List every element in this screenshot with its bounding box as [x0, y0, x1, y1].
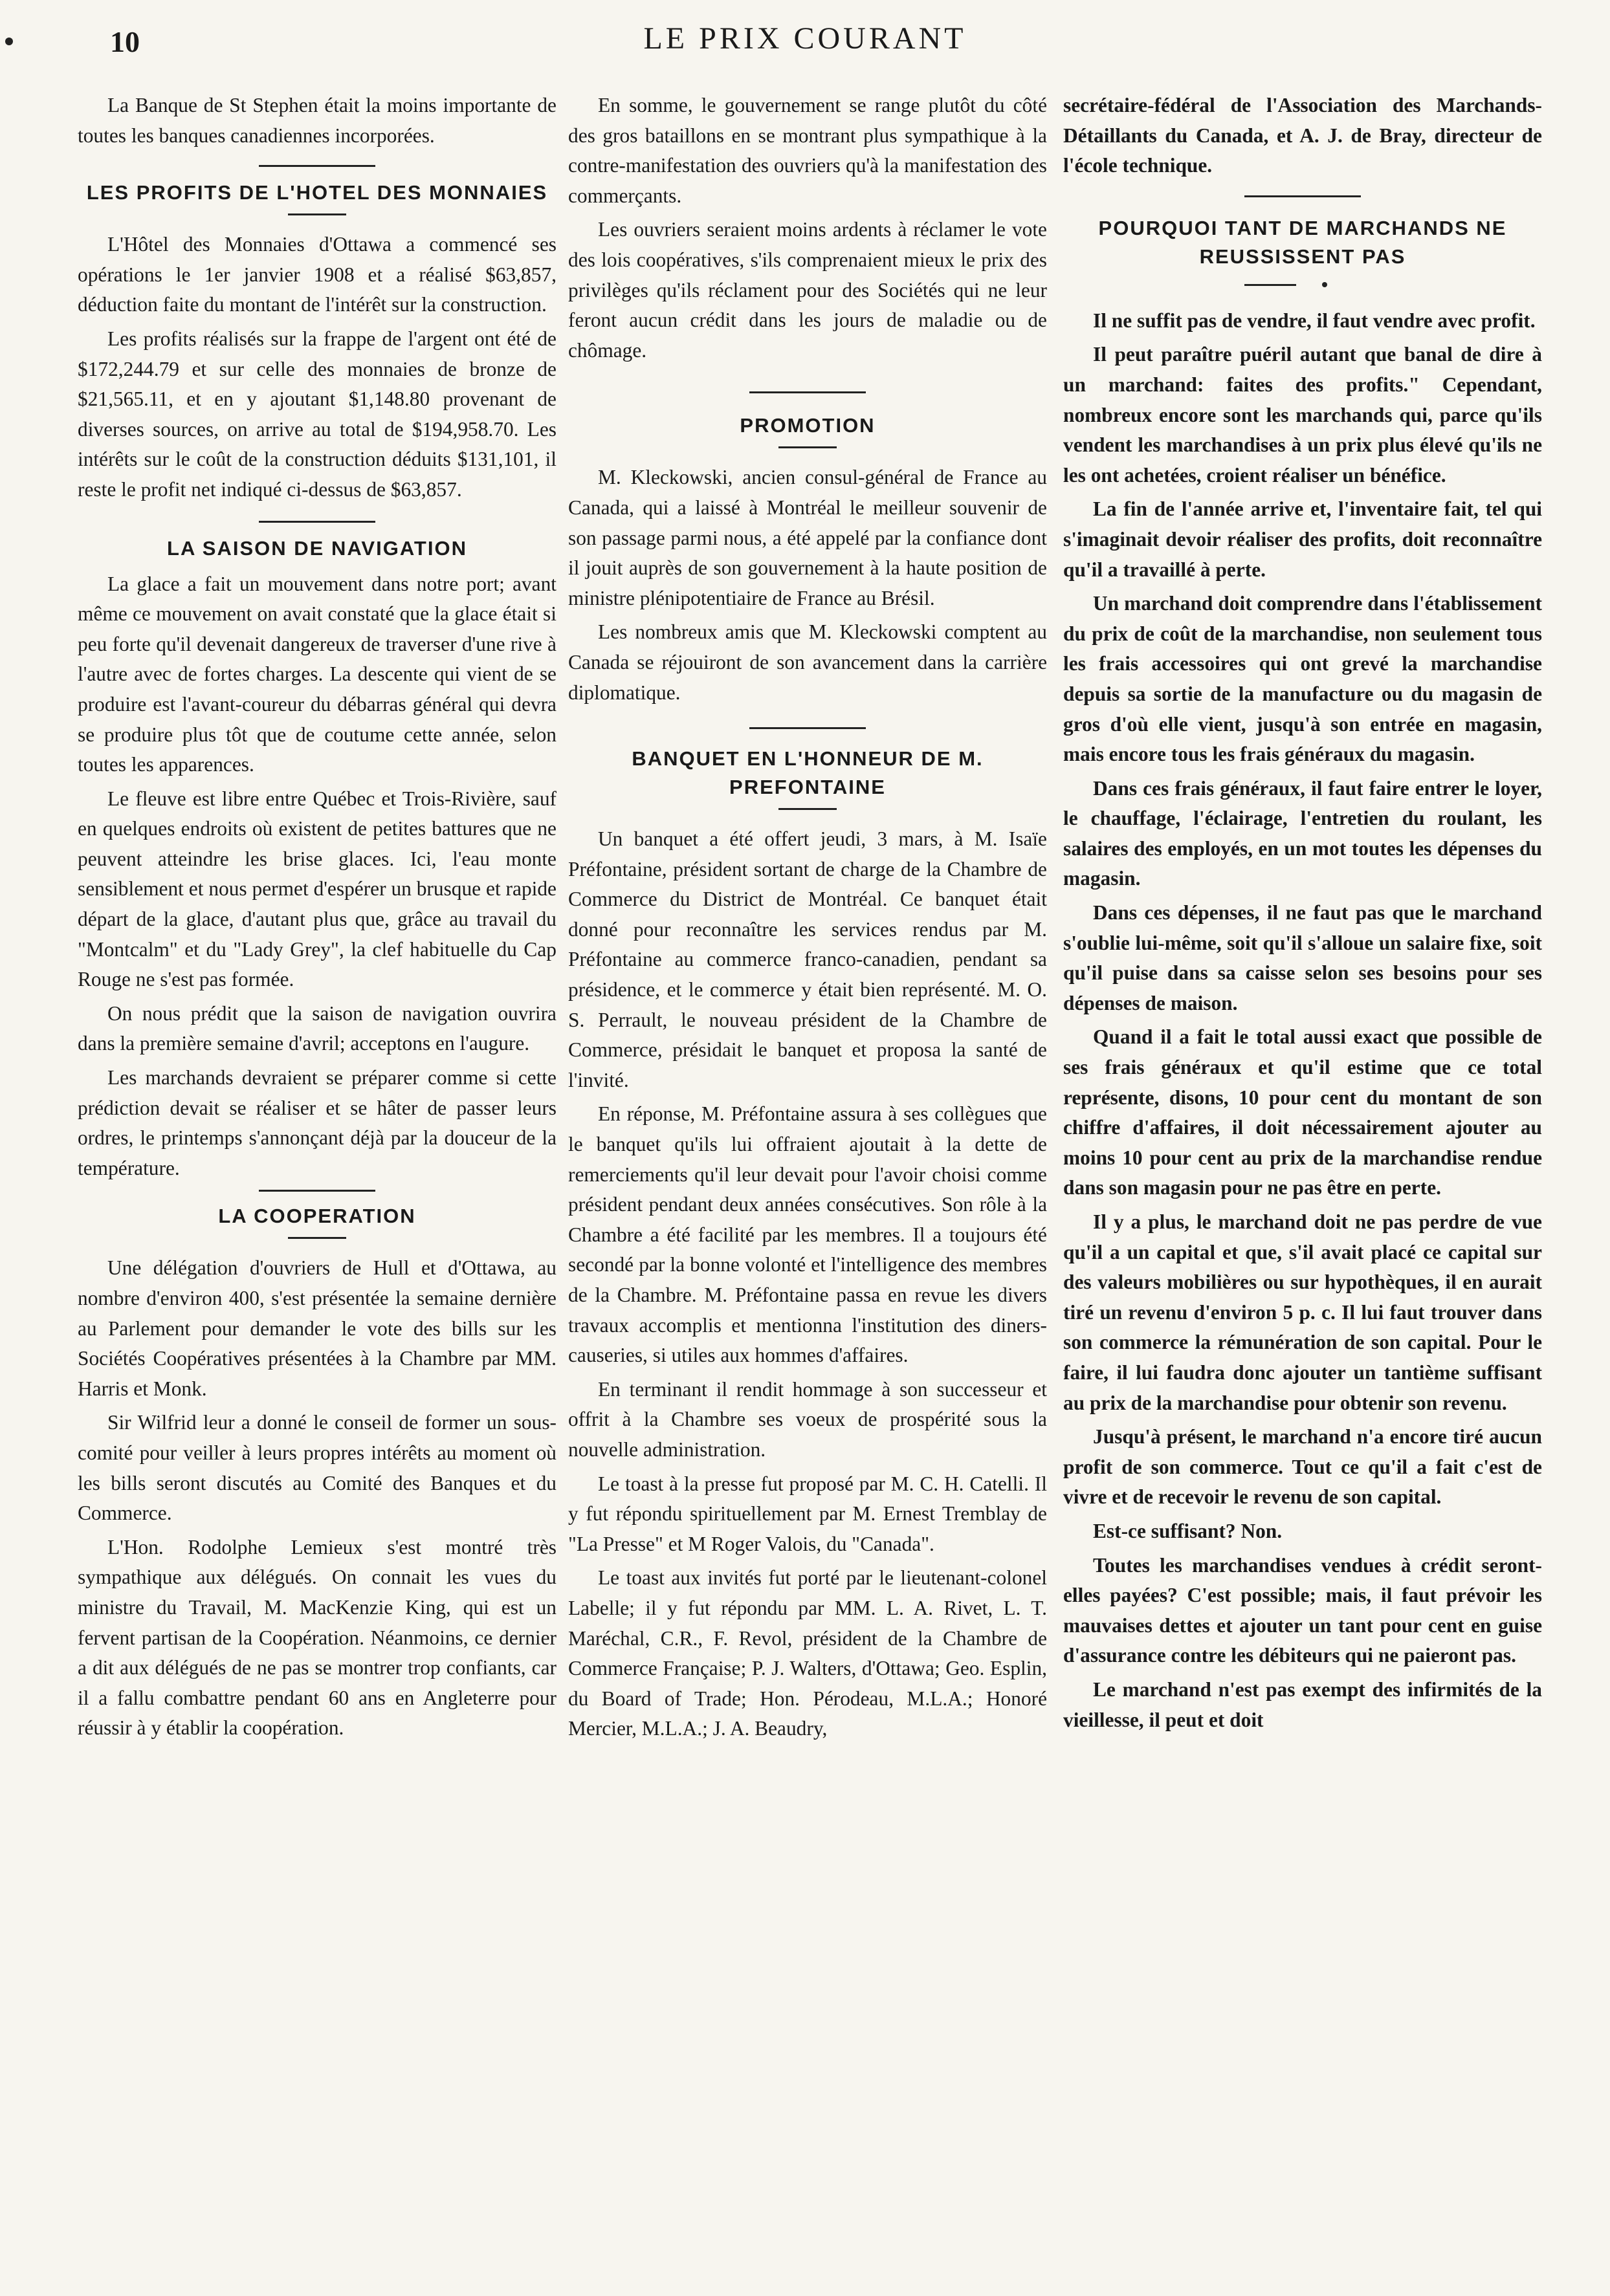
headline-banquet-prefontaine: BANQUET EN L'HONNEUR DE M. PREFONTAINE: [632, 747, 984, 799]
headline-underline: [288, 1237, 346, 1239]
paragraph: En réponse, M. Préfontaine assura à ses collègues que le banquet qu'ils lui offraient ajoutait à la dette de remerciements qu'il leur devait pour l'avoir choisi comme président pendant deux années consécutives. Son rôle à la Chambre a été facilité par les membres. Il a toujours été secondé par la bonne volonté et l'intelligence des membres de la Chambre. M. Préfontaine passa en revue les divers travaux accomplis et mentionna l'institution des diners-causeries, si utiles aux hommes d'affaires.: [568, 1102, 1047, 1367]
running-title: LE PRIX COURANT: [643, 21, 967, 56]
headline-hotel-des-monnaies: LES PROFITS DE L'HOTEL DES MONNAIES: [86, 181, 548, 204]
paragraph: Un marchand doit comprendre dans l'établissement du prix de coût de la marchandise, non seulement tous les frais accessoires qui ont grevé la marchandise depuis sa sortie de la manufacture ou du magasin de gros d'où elle vient, jusqu'à son entrée en magasin, mais encore tous les frais généraux du magasin.: [1063, 592, 1542, 766]
headline-underline: [778, 808, 837, 810]
paragraph: Le toast aux invités fut porté par le lieutenant-colonel Labelle; il y fut répondu par MM. L. A. Rivet, L. T. Maréchal, C.R., F. Revol, président de la Chambre de Commerce Française; P. J. Walters, d'Ottawa; Geo. Esplin, du Board of Trade; Hon. Pérodeau, M.L.A.; Honoré Mercier, M.L.A.; J. A. Beaudry,: [568, 1566, 1047, 1740]
column-right: [1063, 91, 1542, 2277]
paragraph: Le marchand n'est pas exempt des infirmités de la vieillesse, il peut et doit: [1063, 1678, 1542, 1731]
paragraph: Dans ces frais généraux, il faut faire entrer le loyer, le chauffage, l'éclairage, l'entretien du roulant, les salaires des employés, en un mot toutes les dépenses du magasin.: [1063, 776, 1542, 890]
section-rule: [749, 391, 866, 393]
headline-promotion: PROMOTION: [740, 414, 876, 437]
section-rule: [259, 1190, 375, 1192]
section-rule: [259, 521, 375, 523]
headline-underline: [778, 446, 837, 448]
paragraph: Le fleuve est libre entre Québec et Trois-Rivière, sauf en quelques endroits où existent de petites battures que ne peuvent atteindre les brise glaces. Ici, l'eau monte sensiblement et nous permet d'espérer un brusque et rapide départ de la glace, d'autant plus que, grâce au travail du "Montcalm" et du "Lady Grey", la clef habituelle du Cap Rouge ne s'est pas formée.: [78, 787, 557, 991]
paragraph: Les ouvriers seraient moins ardents à réclamer le vote des lois coopératives, s'ils comprenaient mieux le prix des privilèges qu'ils réclament pour des Sociétés qui ne leur feront aucun crédit dans les jours de maladie ou de chômage.: [568, 218, 1047, 362]
paragraph: Il ne suffit pas de vendre, il faut vendre avec profit.: [1093, 309, 1536, 332]
paragraph: On nous prédit que la saison de navigation ouvrira dans la première semaine d'avril; acceptons en l'augure.: [78, 1001, 557, 1055]
column-left: [78, 91, 557, 2277]
paragraph: Les nombreux amis que M. Kleckowski comptent au Canada se réjouiront de son avancement dans la carrière diplomatique.: [568, 620, 1047, 704]
paragraph: Dans ces dépenses, il ne faut pas que le marchand s'oublie lui-même, soit qu'il s'alloue un salaire fixe, soit qu'il puise dans sa caisse selon ses besoins pour ses dépenses de maison.: [1063, 901, 1542, 1014]
paragraph: Il peut paraître puéril autant que banal de dire à un marchand: faites des profits." Cependant, nombreux encore sont les marchands qui, parce qu'ils vendent les marchandises à un prix plus élevé qu'ils ne les ont achetées, croient réaliser un bénéfice.: [1063, 343, 1542, 487]
paragraph-bank-note: La Banque de St Stephen était la moins importante de toutes les banques canadiennes incorporées.: [78, 94, 557, 147]
headline-underline-with-dot: [1244, 278, 1361, 293]
paragraph: Est-ce suffisant? Non.: [1093, 1519, 1283, 1542]
paragraph: Les profits réalisés sur la frappe de l'argent ont été de $172,244.79 et sur celle des monnaies de bronze de $21,565.11, et en y ajoutant $1,148.80 provenant de diverses sources, on arrive au total de $194,958.70. Les intérêts sur le coût de la construction déduits $131,101, il reste le profit net indiqué ci-dessus de $63,857.: [78, 327, 557, 501]
headline-underline: [288, 213, 346, 215]
page-number: 10: [110, 25, 140, 58]
section-rule: [749, 727, 866, 729]
headline-pourquoi-marchands: POURQUOI TANT DE MARCHANDS NE REUSSISSENT PAS: [1098, 216, 1507, 268]
section-rule: [259, 165, 375, 167]
headline-cooperation: LA COOPERATION: [218, 1205, 416, 1228]
paragraph: M. Kleckowski, ancien consul-général de France au Canada, qui a laissé à Montréal le meilleur souvenir de son passage parmi nous, a été appelé par la confiance dont il jouit auprès de son gouvernement à la haute position de ministre plénipotentiaire de France au Brésil.: [568, 466, 1047, 609]
paragraph: Une délégation d'ouvriers de Hull et d'Ottawa, au nombre d'environ 400, s'est présentée la semaine dernière au Parlement pour demander le vote des bills sur les Sociétés Coopératives présentées à la Chambre par MM. Harris et Monk.: [78, 1256, 557, 1400]
paragraph: Jusqu'à présent, le marchand n'a encore tiré aucun profit de son commerce. Tout ce qu'il a fait c'est de vivre et de recevoir le revenu de son capital.: [1063, 1425, 1542, 1509]
paragraph: Le toast à la presse fut proposé par M. C. H. Catelli. Il y fut répondu spirituellement par M. Ernest Tremblay de "La Presse" et M Roger Valois, du "Canada".: [568, 1472, 1047, 1555]
paragraph: L'Hôtel des Monnaies d'Ottawa a commencé ses opérations le 1er janvier 1908 et a réalisé $63,857, déduction faite du montant de l'intérêt sur la construction.: [78, 233, 557, 316]
section-rule: [1244, 195, 1361, 197]
paragraph: Un banquet a été offert jeudi, 3 mars, à M. Isaïe Préfontaine, président sortant de charge de la Chambre de Commerce du District de Montréal. Ce banquet était donné pour reconnaître les services rendus par M. Préfontaine au commerce franco-canadien, pendant sa présidence, et le commerce y était bien représenté. M. O. S. Perrault, le nouveau président de la Chambre de Commerce, présidait le banquet et proposa la santé de l'invité.: [568, 827, 1047, 1091]
column-middle: [568, 91, 1047, 2277]
headline-saison-navigation: LA SAISON DE NAVIGATION: [167, 536, 467, 560]
paragraph: Quand il a fait le total aussi exact que possible de ses frais généraux et qu'il estime que ce total représente, disons, 10 pour cent du montant de son chiffre d'affaires, il doit nécessairement ajouter au moins 10 pour cent au prix de la marchandise rendue dans son magasin pour ne pas être en perte.: [1063, 1025, 1542, 1199]
paragraph: En terminant il rendit hommage à son successeur et offrit à la Chambre ses voeux de prospérité sous la nouvelle administration.: [568, 1377, 1047, 1461]
paragraph: Sir Wilfrid leur a donné le conseil de former un sous-comité pour veiller à leurs propres intérêts au moment où les bills seront discutés au Comité des Banques et du Commerce.: [78, 1411, 557, 1525]
paragraph-continued: secrétaire-fédéral de l'Association des Marchands-Détaillants du Canada, et A. J. de Bray, directeur de l'école technique.: [1063, 94, 1542, 177]
paragraph: Il y a plus, le marchand doit ne pas perdre de vue qu'il a un capital et que, s'il avait placé ce capital sur des valeurs mobilières ou sur hypothèques, il en aurait tiré un revenu d'environ 5 p. c. Il lui faut trouver dans son commerce la rémunération de son capital. Pour le faire, il lui faudra donc ajouter un tantième suffisant au prix de la marchandise pour obtenir son revenu.: [1063, 1210, 1542, 1414]
paragraph: L'Hon. Rodolphe Lemieux s'est montré très sympathique aux délégués. On connait les vues du ministre du Travail, M. MacKenzie King, qui est un fervent partisan de la Coopération. Néanmoins, ce dernier a dit aux délégués de ne pas se montrer trop confiants, car il a fallu combattre pendant 60 ans en Angleterre pour réussir à y établir la coopération.: [78, 1535, 557, 1740]
paragraph: Toutes les marchandises vendues à crédit seront-elles payées? C'est possible; mais, il faut prévoir les mauvaises dettes et ajouter un tant pour cent en guise d'assurance contre les débiteurs qui ne paieront pas.: [1063, 1553, 1542, 1667]
paragraph: En somme, le gouvernement se range plutôt du côté des gros bataillons en se montrant plus sympathique à la contre-manifestation des ouvriers qu'à la manifestation des commerçants.: [568, 94, 1047, 207]
paragraph: La fin de l'année arrive et, l'inventaire fait, tel qui s'imaginait devoir réaliser des profits, doit reconnaître qu'il a travaillé à perte.: [1063, 497, 1542, 581]
paragraph: Les marchands devraient se préparer comme si cette prédiction devait se réaliser et se hâter de passer leurs ordres, le printemps s'annonçant déjà par la douceur de la température.: [78, 1066, 557, 1179]
page-header: [0, 18, 1610, 76]
paragraph: La glace a fait un mouvement dans notre port; avant même ce mouvement on avait constaté que la glace était si peu forte qu'il devenait dangereux de traverser d'une rive à l'autre avec de fortes charges. La descente qui vient de se produire est l'avant-coureur du débarras général qui devra se produire plus tôt que de coutume cette année, selon toutes les apparences.: [78, 572, 557, 776]
